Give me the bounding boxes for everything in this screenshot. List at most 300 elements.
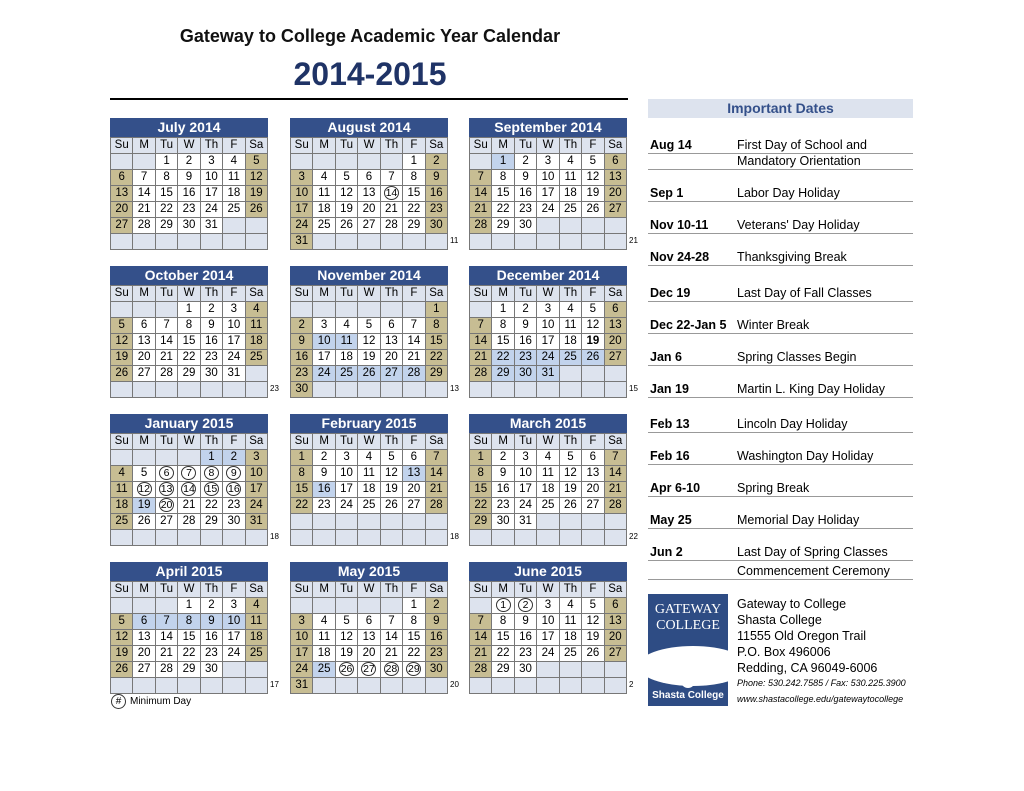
academic-year: 2014-2015 xyxy=(293,56,447,92)
weekday-header: Th xyxy=(560,434,582,450)
day-cell: 9 xyxy=(313,466,335,482)
day-cell: 30 xyxy=(426,662,448,678)
day-cell: 4 xyxy=(560,598,582,614)
weekday-header: W xyxy=(178,286,200,302)
empty-cell xyxy=(291,530,313,546)
day-cell: 9 xyxy=(426,614,448,630)
day-cell: 29 xyxy=(492,662,514,678)
important-event: Spring Break xyxy=(737,481,810,495)
important-date: Aug 14 xyxy=(650,138,692,152)
minimum-day-marker: 6 xyxy=(159,466,174,480)
day-cell: 29 xyxy=(178,366,200,382)
day-cell: 27 xyxy=(133,366,155,382)
month-title: August 2014 xyxy=(290,118,448,137)
day-cell: 10 xyxy=(313,334,335,350)
day-cell: 13 xyxy=(605,614,627,630)
day-cell: 29 xyxy=(178,662,200,678)
day-cell: 5 xyxy=(336,170,358,186)
empty-cell xyxy=(582,662,604,678)
day-cell: 22 xyxy=(403,646,425,662)
day-cell: 1 xyxy=(403,154,425,170)
day-cell: 19 xyxy=(246,186,268,202)
day-cell: 23 xyxy=(201,646,223,662)
day-cell: 21 xyxy=(605,482,627,498)
day-cell: 31 xyxy=(201,218,223,234)
weekday-header: Su xyxy=(470,138,492,154)
empty-cell xyxy=(582,514,604,530)
important-date: Jun 2 xyxy=(650,545,683,559)
weekday-header: W xyxy=(537,138,559,154)
empty-cell xyxy=(291,302,313,318)
important-date: Jan 19 xyxy=(650,382,689,396)
day-cell: 3 xyxy=(336,450,358,466)
day-cell: 12 xyxy=(582,614,604,630)
month-title: January 2015 xyxy=(110,414,268,433)
day-cell: 4 xyxy=(246,302,268,318)
empty-cell xyxy=(537,662,559,678)
minimum-day-marker: 16 xyxy=(228,483,240,495)
day-cell: 30 xyxy=(515,662,537,678)
day-cell: 18 xyxy=(246,334,268,350)
day-cell: 25 xyxy=(358,498,380,514)
day-cell: 18 xyxy=(336,350,358,366)
empty-cell xyxy=(156,530,178,546)
empty-cell xyxy=(358,598,380,614)
day-cell: 11 xyxy=(246,318,268,334)
empty-cell xyxy=(358,154,380,170)
weekday-header: Th xyxy=(560,138,582,154)
day-cell: 4 xyxy=(111,466,133,482)
weekday-header: Th xyxy=(201,286,223,302)
minimum-day-marker: 7 xyxy=(181,466,196,480)
weekday-header: M xyxy=(313,286,335,302)
day-cell: 5 xyxy=(582,154,604,170)
day-cell: 19 xyxy=(133,498,155,514)
month-calendar xyxy=(469,414,627,546)
empty-cell xyxy=(133,234,155,250)
empty-cell xyxy=(133,154,155,170)
day-cell: 1 xyxy=(201,450,223,466)
empty-cell xyxy=(470,598,492,614)
day-cell: 11 xyxy=(560,318,582,334)
day-cell: 12 xyxy=(336,186,358,202)
day-cell: 30 xyxy=(201,366,223,382)
day-cell: 13 xyxy=(133,630,155,646)
empty-cell xyxy=(605,218,627,234)
important-date: May 25 xyxy=(650,513,692,527)
day-cell: 7 xyxy=(470,170,492,186)
empty-cell xyxy=(111,598,133,614)
empty-cell xyxy=(313,234,335,250)
empty-cell xyxy=(313,598,335,614)
day-cell: 11 xyxy=(336,334,358,350)
weekday-header: M xyxy=(133,582,155,598)
day-cell: 6 xyxy=(605,154,627,170)
day-cell: 12 xyxy=(582,170,604,186)
weekday-header: Sa xyxy=(246,286,268,302)
minimum-day-marker: 9 xyxy=(226,466,241,480)
day-cell xyxy=(156,482,178,498)
weekday-header: Sa xyxy=(246,582,268,598)
day-cell: 11 xyxy=(313,186,335,202)
empty-cell xyxy=(291,598,313,614)
day-cell: 30 xyxy=(223,514,245,530)
day-cell: 27 xyxy=(358,218,380,234)
weekday-header: W xyxy=(178,582,200,598)
day-cell: 5 xyxy=(582,302,604,318)
empty-cell xyxy=(582,530,604,546)
day-cell: 22 xyxy=(492,646,514,662)
weekday-header: Tu xyxy=(515,434,537,450)
day-cell: 4 xyxy=(560,302,582,318)
important-event: Labor Day Holiday xyxy=(737,186,840,200)
empty-cell xyxy=(605,662,627,678)
day-cell: 29 xyxy=(426,366,448,382)
weekday-header: W xyxy=(537,286,559,302)
month-calendar xyxy=(469,562,627,694)
day-cell: 5 xyxy=(582,598,604,614)
day-cell xyxy=(336,662,358,678)
day-cell: 2 xyxy=(201,302,223,318)
important-event: Last Day of Spring Classes xyxy=(737,545,888,559)
important-date-row xyxy=(648,186,913,202)
month-grid xyxy=(290,581,448,694)
day-cell xyxy=(156,466,178,482)
empty-cell xyxy=(537,234,559,250)
day-cell: 15 xyxy=(426,334,448,350)
day-cell: 26 xyxy=(582,202,604,218)
day-cell: 18 xyxy=(246,630,268,646)
day-cell: 6 xyxy=(358,614,380,630)
day-cell: 27 xyxy=(605,202,627,218)
day-cell: 24 xyxy=(313,366,335,382)
day-cell: 17 xyxy=(313,350,335,366)
empty-cell xyxy=(426,678,448,694)
day-cell xyxy=(178,466,200,482)
day-cell: 7 xyxy=(403,318,425,334)
day-cell: 24 xyxy=(223,350,245,366)
day-cell: 4 xyxy=(358,450,380,466)
day-cell: 30 xyxy=(426,218,448,234)
empty-cell xyxy=(381,530,403,546)
empty-cell xyxy=(111,530,133,546)
empty-cell xyxy=(605,366,627,382)
day-cell: 2 xyxy=(515,302,537,318)
day-cell: 3 xyxy=(537,598,559,614)
day-cell: 3 xyxy=(246,450,268,466)
day-cell: 18 xyxy=(560,630,582,646)
day-cell: 29 xyxy=(492,366,514,382)
day-cell: 20 xyxy=(111,202,133,218)
important-date: Jan 6 xyxy=(650,350,682,364)
day-cell: 24 xyxy=(336,498,358,514)
day-cell: 22 xyxy=(201,498,223,514)
gateway-college-logo xyxy=(648,594,728,706)
day-cell: 5 xyxy=(336,614,358,630)
important-event: Commencement Ceremony xyxy=(737,564,890,578)
legend-label: Minimum Day xyxy=(130,696,192,707)
empty-cell xyxy=(313,382,335,398)
day-cell: 12 xyxy=(381,466,403,482)
day-cell: 17 xyxy=(537,186,559,202)
weekday-header: F xyxy=(403,434,425,450)
day-cell: 6 xyxy=(403,450,425,466)
weekday-header: Sa xyxy=(605,286,627,302)
important-date: Nov 24-28 xyxy=(650,250,710,264)
minimum-day-marker: 1 xyxy=(496,598,511,612)
day-cell: 24 xyxy=(291,218,313,234)
important-event: Winter Break xyxy=(737,318,810,332)
day-cell: 17 xyxy=(291,202,313,218)
empty-cell xyxy=(492,530,514,546)
empty-cell xyxy=(111,154,133,170)
day-cell: 25 xyxy=(560,202,582,218)
day-cell xyxy=(201,482,223,498)
important-date-row xyxy=(648,138,913,154)
day-cell: 18 xyxy=(560,186,582,202)
empty-cell xyxy=(560,662,582,678)
day-cell: 3 xyxy=(223,302,245,318)
day-cell: 20 xyxy=(358,202,380,218)
day-cell: 19 xyxy=(111,646,133,662)
weekday-header: Tu xyxy=(336,138,358,154)
day-cell: 9 xyxy=(201,318,223,334)
day-cell: 19 xyxy=(582,630,604,646)
day-cell: 10 xyxy=(201,170,223,186)
empty-cell xyxy=(111,450,133,466)
day-cell: 23 xyxy=(201,350,223,366)
day-cell: 23 xyxy=(426,202,448,218)
empty-cell xyxy=(156,234,178,250)
day-cell: 8 xyxy=(178,318,200,334)
day-cell: 24 xyxy=(291,662,313,678)
empty-cell xyxy=(246,678,268,694)
important-date: Nov 10-11 xyxy=(650,218,709,232)
empty-cell xyxy=(582,218,604,234)
month-calendar xyxy=(290,266,448,398)
important-dates-heading: Important Dates xyxy=(648,99,913,118)
empty-cell xyxy=(582,678,604,694)
day-cell: 10 xyxy=(515,466,537,482)
school-days-count: 17 xyxy=(270,680,279,689)
weekday-header: Su xyxy=(470,286,492,302)
weekday-header: Th xyxy=(381,582,403,598)
empty-cell xyxy=(403,382,425,398)
address-line: Redding, CA 96049-6006 xyxy=(737,661,878,675)
day-cell: 7 xyxy=(470,614,492,630)
empty-cell xyxy=(223,662,245,678)
empty-cell xyxy=(381,302,403,318)
minimum-day-marker: 28 xyxy=(385,663,398,675)
empty-cell xyxy=(470,678,492,694)
empty-cell xyxy=(426,382,448,398)
weekday-header: F xyxy=(582,582,604,598)
day-cell: 27 xyxy=(381,366,403,382)
day-cell: 14 xyxy=(381,630,403,646)
day-cell: 9 xyxy=(426,170,448,186)
day-cell: 2 xyxy=(426,598,448,614)
day-cell: 24 xyxy=(537,350,559,366)
day-cell: 27 xyxy=(403,498,425,514)
day-cell: 16 xyxy=(515,630,537,646)
day-cell: 1 xyxy=(470,450,492,466)
empty-cell xyxy=(133,598,155,614)
weekday-header: M xyxy=(313,434,335,450)
day-cell: 31 xyxy=(537,366,559,382)
empty-cell xyxy=(470,234,492,250)
month-grid xyxy=(290,285,448,398)
day-cell: 6 xyxy=(381,318,403,334)
empty-cell xyxy=(223,530,245,546)
minimum-day-marker: 12 xyxy=(138,483,150,495)
month-grid xyxy=(290,433,448,546)
day-cell: 31 xyxy=(223,366,245,382)
day-cell: 24 xyxy=(223,646,245,662)
day-cell: 30 xyxy=(515,218,537,234)
school-days-count: 20 xyxy=(450,680,459,689)
empty-cell xyxy=(178,382,200,398)
website-link[interactable]: www.shastacollege.edu/gatewaytocollege xyxy=(737,694,904,704)
weekday-header: Tu xyxy=(156,138,178,154)
day-cell: 29 xyxy=(403,218,425,234)
minimum-day-marker: 27 xyxy=(363,663,375,675)
empty-cell xyxy=(403,514,425,530)
weekday-header: Su xyxy=(470,582,492,598)
minimum-day-symbol-icon: # xyxy=(111,694,126,709)
empty-cell xyxy=(560,366,582,382)
empty-cell xyxy=(201,234,223,250)
empty-cell xyxy=(133,530,155,546)
day-cell: 23 xyxy=(515,202,537,218)
empty-cell xyxy=(246,530,268,546)
day-cell: 26 xyxy=(582,350,604,366)
day-cell: 11 xyxy=(560,614,582,630)
day-cell: 5 xyxy=(111,614,133,630)
empty-cell xyxy=(358,678,380,694)
day-cell: 4 xyxy=(246,598,268,614)
day-cell: 1 xyxy=(178,302,200,318)
school-days-count: 21 xyxy=(629,236,638,245)
day-cell: 25 xyxy=(246,646,268,662)
day-cell: 6 xyxy=(358,170,380,186)
empty-cell xyxy=(313,302,335,318)
important-event: Spring Classes Begin xyxy=(737,350,857,364)
empty-cell xyxy=(336,154,358,170)
day-cell: 15 xyxy=(403,630,425,646)
day-cell: 7 xyxy=(156,614,178,630)
day-cell: 13 xyxy=(403,466,425,482)
day-cell: 31 xyxy=(246,514,268,530)
minimum-day-marker: 20 xyxy=(160,499,173,511)
day-cell: 7 xyxy=(426,450,448,466)
month-calendar xyxy=(290,562,448,694)
day-cell: 18 xyxy=(223,186,245,202)
day-cell: 9 xyxy=(492,466,514,482)
day-cell: 24 xyxy=(201,202,223,218)
day-cell: 28 xyxy=(156,366,178,382)
day-cell xyxy=(515,598,537,614)
day-cell: 10 xyxy=(537,614,559,630)
day-cell: 16 xyxy=(201,334,223,350)
empty-cell xyxy=(156,678,178,694)
day-cell: 4 xyxy=(223,154,245,170)
day-cell: 8 xyxy=(492,170,514,186)
empty-cell xyxy=(223,382,245,398)
day-cell: 20 xyxy=(605,630,627,646)
day-cell: 22 xyxy=(426,350,448,366)
day-cell: 6 xyxy=(605,598,627,614)
day-cell: 28 xyxy=(470,366,492,382)
empty-cell xyxy=(403,234,425,250)
empty-cell xyxy=(358,514,380,530)
day-cell: 15 xyxy=(156,186,178,202)
empty-cell xyxy=(381,154,403,170)
day-cell: 16 xyxy=(178,186,200,202)
day-cell: 28 xyxy=(178,514,200,530)
day-cell: 2 xyxy=(201,598,223,614)
month-calendar xyxy=(469,118,627,250)
weekday-header: Th xyxy=(560,286,582,302)
school-days-count: 18 xyxy=(270,532,279,541)
school-days-count: 23 xyxy=(270,384,279,393)
day-cell: 28 xyxy=(133,218,155,234)
day-cell: 9 xyxy=(291,334,313,350)
logo-emblem-icon xyxy=(681,674,695,688)
school-days-count: 18 xyxy=(450,532,459,541)
day-cell: 22 xyxy=(178,646,200,662)
important-date-row xyxy=(648,154,913,170)
important-event: Martin L. King Day Holiday xyxy=(737,382,885,396)
weekday-header: W xyxy=(358,138,380,154)
day-cell: 5 xyxy=(560,450,582,466)
month-grid xyxy=(290,137,448,250)
empty-cell xyxy=(605,382,627,398)
empty-cell xyxy=(560,530,582,546)
important-date: Apr 6-10 xyxy=(650,481,701,495)
day-cell: 10 xyxy=(537,318,559,334)
day-cell: 29 xyxy=(156,218,178,234)
month-grid xyxy=(469,433,627,546)
day-cell: 11 xyxy=(223,170,245,186)
weekday-header: Th xyxy=(201,434,223,450)
weekday-header: Tu xyxy=(156,434,178,450)
weekday-header: F xyxy=(223,582,245,598)
empty-cell xyxy=(223,678,245,694)
day-cell xyxy=(223,482,245,498)
important-date-row xyxy=(648,350,913,366)
day-cell: 3 xyxy=(291,614,313,630)
weekday-header: Tu xyxy=(515,582,537,598)
empty-cell xyxy=(381,598,403,614)
minimum-day-marker: 29 xyxy=(408,663,420,675)
day-cell: 7 xyxy=(605,450,627,466)
day-cell: 1 xyxy=(403,598,425,614)
weekday-header: F xyxy=(582,434,604,450)
empty-cell xyxy=(605,234,627,250)
important-event: Washington Day Holiday xyxy=(737,449,874,463)
month-grid xyxy=(110,433,268,546)
day-cell: 6 xyxy=(133,318,155,334)
empty-cell xyxy=(133,678,155,694)
day-cell: 14 xyxy=(156,630,178,646)
empty-cell xyxy=(313,678,335,694)
weekday-header: M xyxy=(492,582,514,598)
empty-cell xyxy=(582,234,604,250)
day-cell: 20 xyxy=(133,646,155,662)
day-cell: 2 xyxy=(515,154,537,170)
day-cell: 7 xyxy=(470,318,492,334)
day-cell: 18 xyxy=(560,334,582,350)
